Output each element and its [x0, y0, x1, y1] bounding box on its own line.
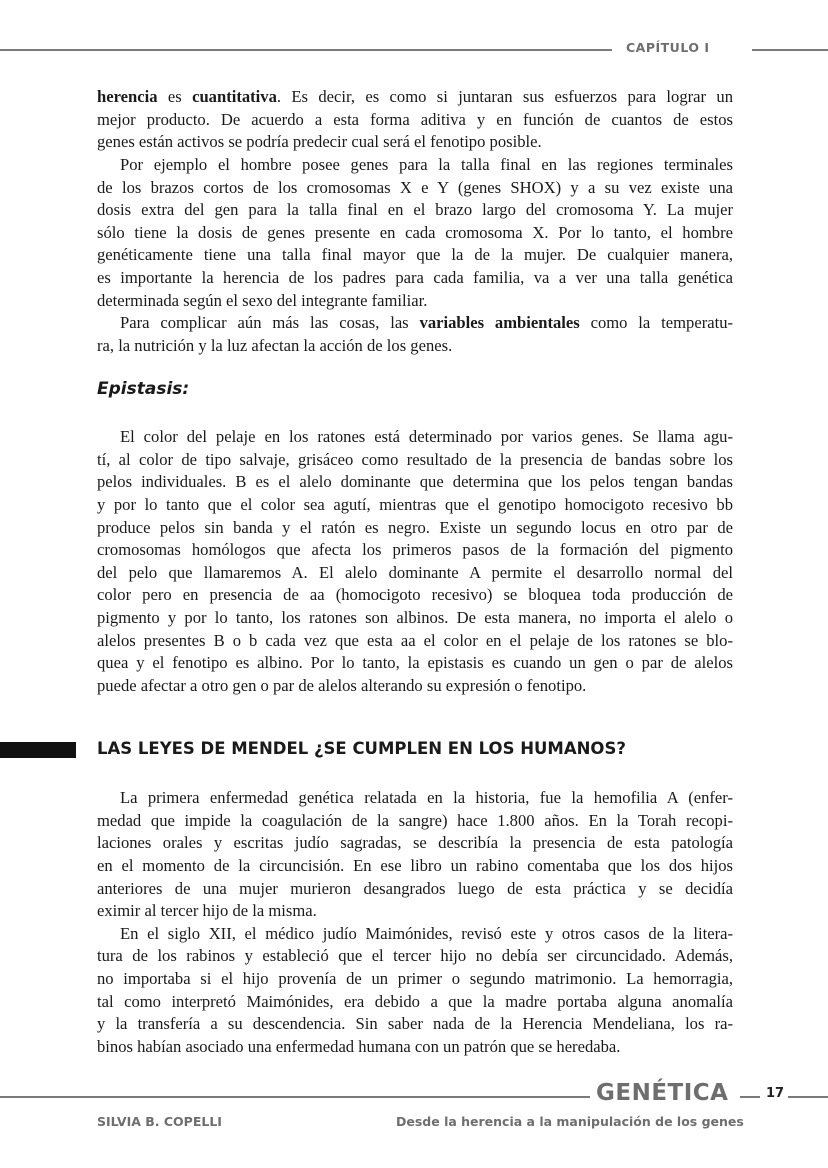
text-line [97, 267, 733, 290]
text-line [97, 154, 733, 177]
text-line [97, 584, 733, 607]
text-line [97, 900, 733, 923]
text-run: medad que impide la coagulación de la sangre) hace 1.800 años. En la Torah recopi- [97, 810, 733, 830]
book-subtitle: Desde la herencia a la manipulación de los genes [396, 1114, 744, 1129]
section-marker-bar [0, 742, 76, 758]
book-title: GENÉTICA [596, 1080, 729, 1106]
text-run: tura de los rabinos y estableció que el tercer hijo no debía ser circuncidado. Además, [97, 946, 733, 966]
text-line [97, 449, 733, 472]
body-text-mendel [97, 787, 733, 1059]
bold-term: variables ambientales [419, 313, 580, 333]
text-run: binos habían asociado una enfermedad humana con un patrón que se heredaba. [97, 1037, 621, 1057]
text-line [97, 290, 733, 313]
text-run: El color del pelaje en los ratones está determinado por varios genes. Se llama agu- [120, 427, 733, 446]
text-run: pigmento y por lo tanto, los ratones son albinos. De esta manera, no importa el alelo o [97, 608, 733, 628]
text-run: mejor producto. De acuerdo a esta forma aditiva y en función de cuantos de estos [97, 109, 733, 129]
text-line [97, 562, 733, 585]
text-run: Por ejemplo el hombre posee genes para la talla final en las regiones terminales [120, 154, 733, 174]
text-line [97, 222, 733, 245]
section-heading-mendel: LAS LEYES DE MENDEL ¿SE CUMPLEN EN LOS HUMANOS? [97, 739, 626, 758]
text-run: como la temperatu- [579, 313, 734, 333]
body-text-intro [97, 86, 733, 358]
text-line [97, 471, 733, 494]
text-run: anteriores de una mujer murieron desangrados luego de esta práctica y se decidía [97, 878, 733, 898]
text-run: alelos presentes B o b cada vez que esta aa el color en el pelaje de los ratones se blo- [97, 630, 733, 650]
text-run: determinada según el sexo del integrante familiar. [97, 290, 428, 310]
paragraph [97, 154, 733, 312]
text-line [97, 607, 733, 630]
text-run: quea y el fenotipo es albino. Por lo tanto, la epistasis es cuando un gen o par de alelos [97, 653, 733, 673]
text-run: dosis extra del gen para la talla final en el brazo largo del cromosoma Y. La mujer [97, 200, 733, 220]
text-line [97, 109, 733, 132]
text-run: color pero en presencia de aa (homocigoto recesivo) se bloquea toda producción de [97, 585, 733, 605]
text-run: cromosomas homólogos que afecta los primeros pasos de la formación del pigmento [97, 540, 733, 560]
text-run: puede afectar a otro gen o par de alelos alterando su expresión o fenotipo. [97, 676, 587, 696]
text-run: laciones orales y escritas judío sagradas, se describía la presencia de esta patología [97, 833, 733, 853]
text-line [97, 652, 733, 675]
text-line [97, 494, 733, 517]
text-line [97, 539, 733, 562]
text-line [97, 335, 733, 358]
text-line [97, 199, 733, 222]
text-line [97, 878, 733, 901]
text-run: eximir al tercer hijo de la misma. [97, 901, 317, 921]
text-line [97, 675, 733, 698]
text-line [97, 630, 733, 653]
text-line [97, 131, 733, 154]
text-line [97, 832, 733, 855]
text-run: no importaba si el hijo provenía de un primer o segundo matrimonio. La hemorragia, [97, 969, 733, 989]
footer-rule-mid [740, 1096, 760, 1098]
text-line [97, 426, 733, 449]
text-run: produce pelos sin banda y el ratón es negro. Existe un segundo locus en otro par de [97, 517, 733, 537]
text-run: Para complicar aún más las cosas, las [120, 313, 420, 333]
text-line [97, 244, 733, 267]
text-run: La primera enfermedad genética relatada en la historia, fue la hemofilia A (enfer- [120, 788, 733, 807]
text-line [97, 968, 733, 991]
text-line [97, 177, 733, 200]
text-run: de los brazos cortos de los cromosomas X e Y (genes SHOX) y a su vez existe una [97, 177, 733, 197]
bold-term: herencia [97, 87, 158, 106]
text-run: En el siglo XII, el médico judío Maimónides, revisó este y otros casos de la litera- [120, 923, 733, 943]
paragraph [97, 923, 733, 1059]
footer-rule-right [788, 1096, 828, 1098]
text-run: es importante la herencia de los padres para cada familia, va a ver una talla genética [97, 268, 733, 288]
text-run: en el momento de la circuncisión. En ese libro un rabino comentaba que los dos hijos [97, 855, 733, 875]
text-line [97, 86, 733, 109]
text-run: sólo tiene la dosis de genes presente en cada cromosoma X. Por lo tanto, el hombre [97, 222, 733, 242]
text-line [97, 787, 733, 810]
section-heading-epistasis: Epistasis: [97, 379, 190, 399]
chapter-label: CAPÍTULO I [626, 40, 710, 55]
text-run: genéticamente tiene una talla final mayor que la de la mujer. De cualquier manera, [97, 245, 733, 265]
text-line [97, 1013, 733, 1036]
footer-rule-left [0, 1096, 590, 1098]
text-line [97, 855, 733, 878]
text-run: . Es decir, es como si juntaran sus esfuerzos para lograr un [276, 87, 733, 106]
text-line [97, 991, 733, 1014]
paragraph [97, 787, 733, 923]
text-run: tí, al color de tipo salvaje, grisáceo como resultado de la presencia de bandas sobre los [97, 449, 733, 469]
text-line [97, 810, 733, 833]
text-run: y por lo tanto que el color sea agutí, mientras que el genotipo homocigoto recesivo bb [97, 494, 733, 514]
paragraph [97, 312, 733, 357]
text-run: del pelo que llamaremos A. El alelo dominante A permite el desarrollo normal del [97, 562, 733, 582]
text-line [97, 517, 733, 540]
text-run: y la transfería a su descendencia. Sin saber nada de la Herencia Mendeliana, los ra- [97, 1014, 733, 1034]
page-number: 17 [766, 1086, 785, 1101]
text-run: ra, la nutrición y la luz afectan la acción de los genes. [97, 336, 453, 356]
text-run: tal como interpretó Maimónides, era debido a que la madre portaba alguna anomalía [97, 991, 733, 1011]
header-rule-left [0, 49, 612, 51]
text-line [97, 312, 733, 335]
author-name: SILVIA B. COPELLI [97, 1114, 222, 1129]
text-run: genes están activos se podría predecir cual será el fenotipo posible. [97, 132, 542, 152]
paragraph [97, 426, 733, 698]
text-line [97, 1036, 733, 1059]
bold-term: cuantitativa [192, 87, 277, 106]
paragraph [97, 86, 733, 154]
body-text-epistasis [97, 426, 733, 698]
text-line [97, 923, 733, 946]
text-run: pelos individuales. B es el alelo dominante que determina que los pelos tengan bandas [97, 472, 733, 492]
text-line [97, 945, 733, 968]
header-rule-right [752, 49, 828, 51]
text-run: es [157, 87, 193, 106]
